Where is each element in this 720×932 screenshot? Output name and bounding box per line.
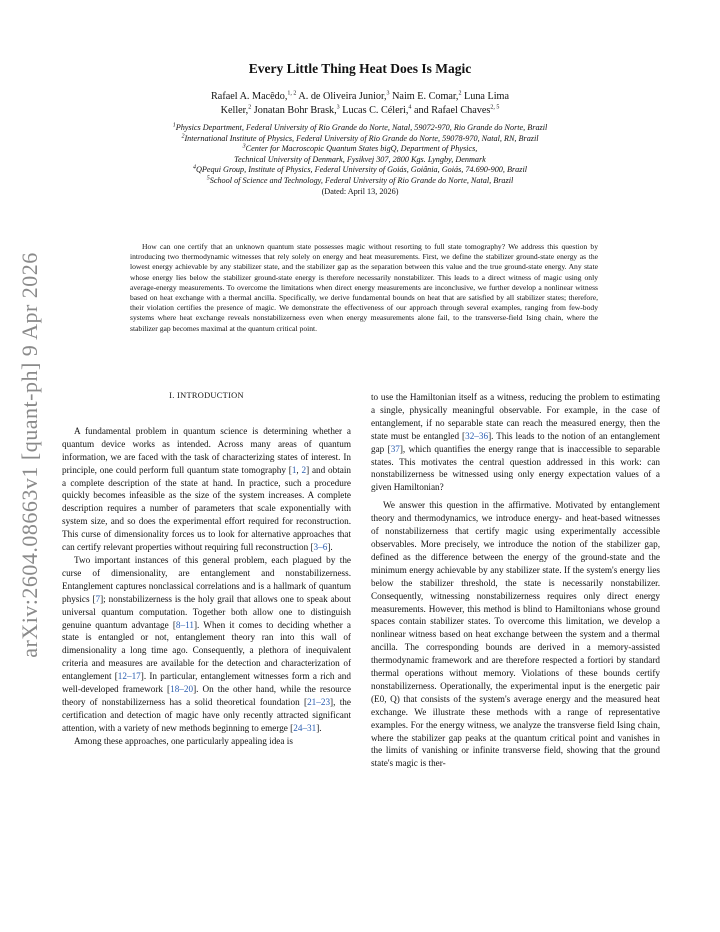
section-heading-introduction: I. INTRODUCTION [169, 391, 244, 400]
date-line: (Dated: April 13, 2026) [321, 186, 399, 196]
citation-link[interactable]: 32–36 [465, 430, 489, 441]
paragraph: Two important instances of this general problem, each plagued by the curse of dimensionality, are entanglement and nonstabilizerness. Entanglement captures nonclassical correlations and is a hallmark of quantum physics [7]; nonstabilizerness is the holy grail that allows one to speak about universal quantum computation. Together both allow one to distinguish genuine quantum advantage [8–11]. When it comes to deciding whether a state is entangled or not, entanglement theory ran into this wall of dimensionality a long time ago. Consequently, a plethora of inequivalent criteria and measures are available for the detection and characterization of entanglement [12–17]. In particular, entanglement witnesses form a rich and well-developed framework [18–20]. On the other hand, while the resource theory of nonstabilizerness has a solid theoretical foundation [21–23], the certification and detection of magic have only recently attracted significant attention, with a variety of new methods beginning to emerge [24–31]. [62, 554, 351, 733]
citation-link[interactable]: 37 [390, 443, 400, 454]
citation-link[interactable]: 24–31 [293, 722, 317, 733]
citation-link[interactable]: 18–20 [170, 684, 194, 695]
author-line: Keller,$^2$ Jonatan Bohr Brask,$^3$ Lucas C. Céleri,$^4$ and Rafael Chaves$^{2, 5}$ [220, 104, 500, 116]
affiliation: $^4$QPequi Group, Institute of Physics, Federal University of Goiás, Goiânia, Goiás, 74.690-900, Brazil [192, 164, 528, 175]
paragraph: to use the Hamiltonian itself as a witness, reducing the problem to estimating a single, physically meaningful observable. For example, in the case of entanglement, if no separable state can reach the measured energy, then the state must be entangled [32–36]. This leads to the notion of an entanglement gap [37], which quantifies the energy range that is inaccessible to separable states. This motivates the central question addressed in this work: can nonstabilizerness be witnessed using only energy expectation values of a given Hamiltonian? [371, 392, 661, 493]
arxiv-identifier-text: arXiv:2604.08663v1 [quant-ph] 9 Apr 2026 [17, 252, 42, 658]
affiliation-list [90, 123, 630, 197]
paper-title: Every Little Thing Heat Does Is Magic [248, 61, 472, 76]
citation-link[interactable]: 12–17 [117, 671, 141, 682]
citation-link[interactable]: 7 [95, 593, 101, 604]
left-column [62, 390, 351, 748]
arxiv-identifier-stamp [8, 250, 52, 660]
citation-link[interactable]: 1 [291, 464, 297, 475]
paragraph: A fundamental problem in quantum science is determining whether a quantum device works as intended. Across many areas of quantum information, we are faced with the task of characterizing states of interest. In principle, one could perform full quantum state tomography [1, 2] and obtain a complete description of the state at hand. In practice, such a procedure quickly becomes infeasible as the size of the system increases. A complete description requires a number of parameters that scale exponentially with system size, and so does the experimental effort required for reconstruction. This curse of dimensionality forces us to look for alternative approaches that can certify relevant properties without requiring full reconstruction [3–6]. [62, 425, 351, 553]
right-column [371, 391, 660, 770]
paragraph: We answer this question in the affirmative. Motivated by entanglement theory and thermodynamics, we introduce energy- and heat-based witnesses of nonstabilizerness that certify magic using experimentally accessible observables. More precisely, we introduce the notion of the stabilizer gap, defined as the difference between the energy of the ground-state and the minimum energy achievable by any stabilizer state. If the system's energy lies below the stabilizer threshold, the state is necessarily nonstabilizer. Consequently, witnessing nonstabilizerness requires only direct energy measurements. However, this method is blind to Hamiltonians whose ground spaces contain stabilizer states. To overcome this limitation, we develop a nonlinear witness based on heat exchange between the system and a thermal ancilla. The corresponding bounds are derived in a memory-assisted thermodynamic framework and are therefore respected a fortiori by standard thermal operations without memory. Violations of these bounds certify nonstabilizerness. Operationally, the experimental input is the energetic pair (E0, Q) that consists of the system's average energy and the measured heat exchange. We illustrate these methods with a range of representative examples. For the energy witness, we analyze the transverse field Ising chain, where the stabilizer gap peaks at the quantum critical point and vanishes in the limits of vanishing or infinite transverse field, showing that the ground state's magic is ther- [371, 500, 660, 769]
author-line: Rafael A. Macêdo,$^{1, 2}$ A. de Oliveira Junior,$^3$ Naim E. Comar,$^2$ Luna Lima [211, 90, 509, 102]
affiliation: $^3$Center for Macroscopic Quantum States bigQ, Department of Physics, [242, 143, 478, 154]
affiliation: $^5$School of Science and Technology, Federal University of Rio Grande do Norte, Natal, Brazil [206, 175, 514, 185]
affiliation: $^1$Physics Department, Federal University of Rio Grande do Norte, Natal, 59072-970, Rio Grande do Norte, Brazil [172, 122, 548, 132]
citation-link[interactable]: 21–23 [307, 696, 331, 707]
citation-link[interactable]: 8–11 [175, 619, 194, 630]
affiliation: Technical University of Denmark, Fysikvej 307, 2800 Kgs. Lyngby, Denmark [234, 154, 486, 164]
affiliation: $^2$International Institute of Physics, Federal University of Rio Grande do Norte, 59078-970, Natal, RN, Brazil [181, 132, 539, 143]
citation-link[interactable]: 2 [301, 464, 307, 475]
paragraph: Among these approaches, one particularly appealing idea is [74, 735, 293, 746]
abstract: How can one certify that an unknown quantum state possesses magic without resorting to full state tomography? We address this question by introducing two thermodynamic witnesses that rely solely on energy and heat measurements. First, we define the stabilizer ground-state energy as the lowest energy achievable by any stabilizer state, and the stabilizer gap as the separation between this value and the true ground-state energy. Any state whose energy lies below the stabilizer ground-state energy is therefore necessarily nonstabilizer. This leads to a direct witness of magic using only average-energy measurements. To overcome the limitations when direct energy measurements are inconclusive, we further develop a nonlinear witness based on heat exchange with a thermal ancilla. Specifically, we derive fundamental bounds on heat that are satisfied by all stabilizer states; therefore, their violation certifies the presence of magic. We demonstrate the effectiveness of our approach through several examples, ranging from few-body systems where heat exchange reveals nonstabilizerness even when energy measurements alone fail, to the transverse-field Ising chain, where the stabilizer gap becomes maximal at the quantum critical point. [130, 242, 598, 333]
citation-link[interactable]: 3–6 [313, 542, 328, 553]
author-list [110, 90, 610, 118]
